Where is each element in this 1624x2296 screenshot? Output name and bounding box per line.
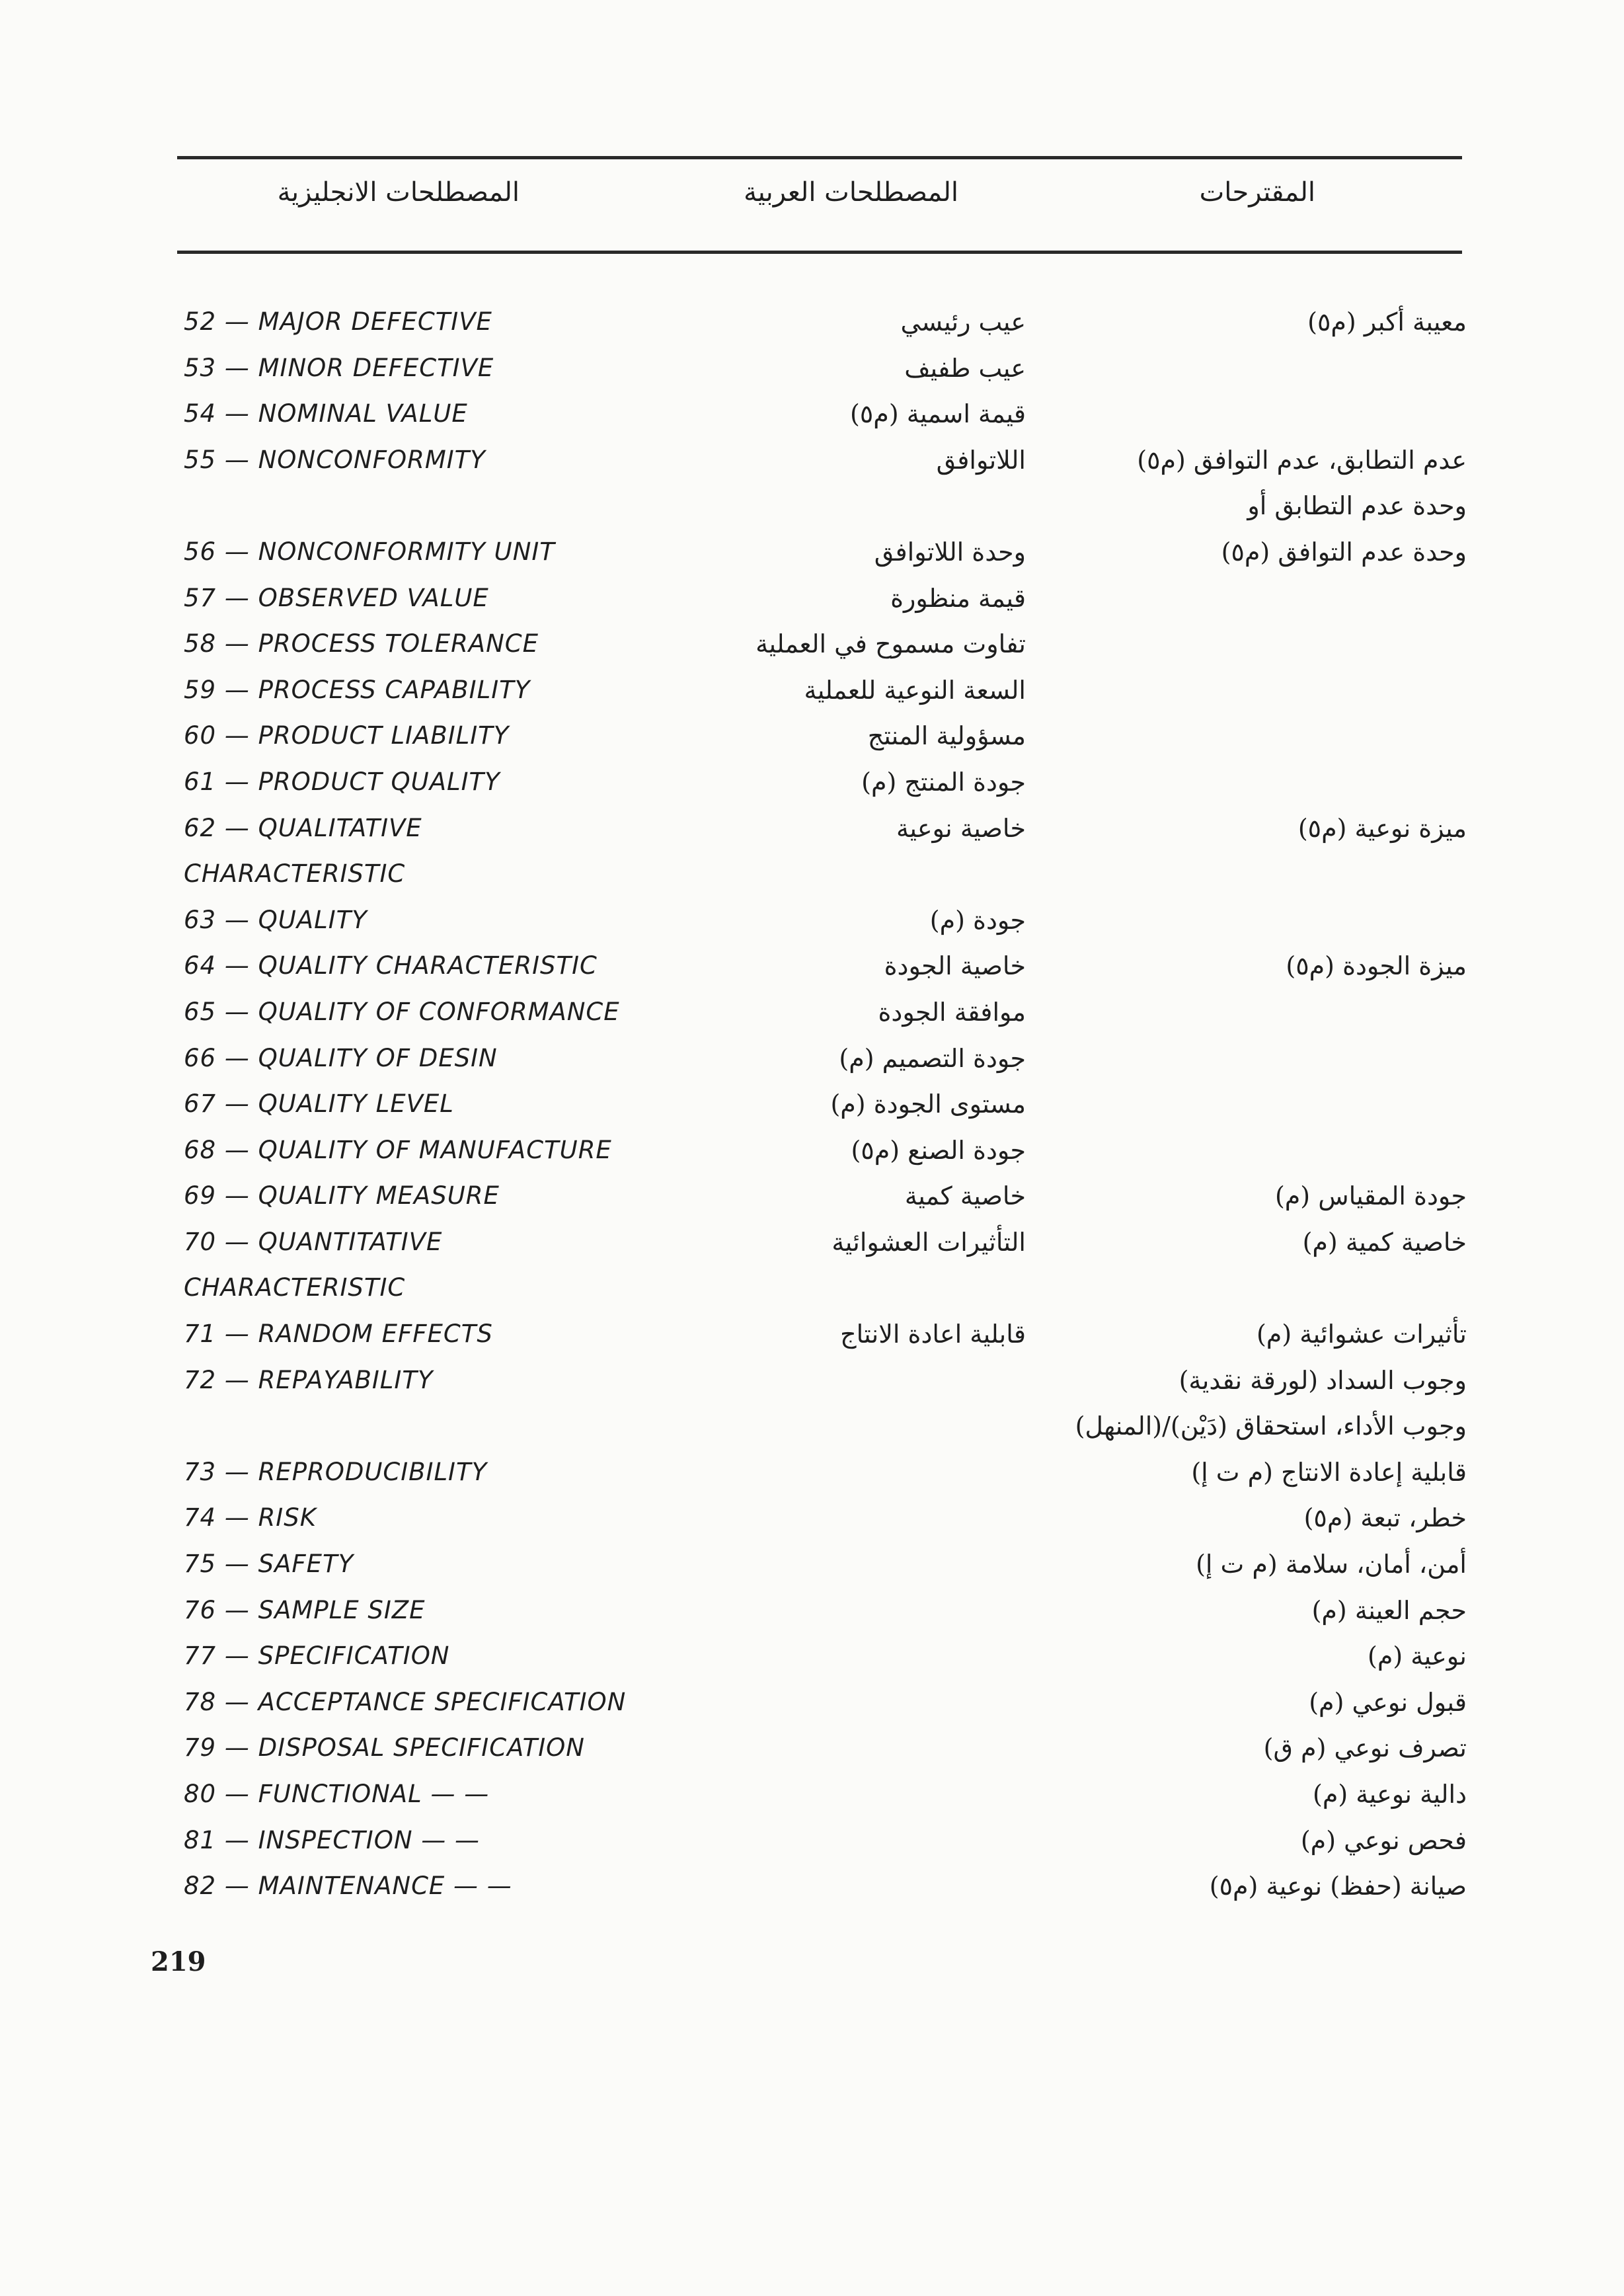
- english-term: 64 — QUALITY CHARACTERISTIC: [184, 951, 598, 980]
- english-term: 78 — ACCEPTANCE SPECIFICATION: [184, 1687, 627, 1716]
- proposed-term: قبول نوعي (م): [1309, 1687, 1467, 1717]
- table-row: [0, 489, 1624, 535]
- english-term: 69 — QUALITY MEASURE: [184, 1181, 500, 1210]
- arabic-term: تفاوت مسموح في العملية: [755, 629, 1026, 659]
- english-term: 80 — FUNCTIONAL — —: [184, 1780, 490, 1808]
- proposed-term: معيبة أكبر (م٥): [1307, 307, 1467, 336]
- table-row: [0, 352, 1624, 398]
- arabic-term: جودة (م): [929, 905, 1026, 935]
- table-row: [0, 1318, 1624, 1364]
- english-term: 68 — QUALITY OF MANUFACTURE: [184, 1135, 612, 1164]
- arabic-term: خاصية كمية: [904, 1181, 1026, 1211]
- english-term: CHARACTERISTIC: [184, 1273, 406, 1302]
- english-term: 81 — INSPECTION — —: [184, 1825, 481, 1854]
- proposed-term: جودة المقياس (م): [1274, 1181, 1467, 1211]
- proposed-term: نوعية (م): [1368, 1642, 1467, 1671]
- proposed-term: أمن، أمان، سلامة (م ت إ): [1196, 1550, 1467, 1579]
- table-row: [0, 1640, 1624, 1686]
- proposed-term: خطر، تبعة (م٥): [1303, 1503, 1467, 1533]
- proposed-term: قابلية إعادة الانتاج (م ت إ): [1191, 1457, 1467, 1487]
- arabic-term: موافقة الجودة: [878, 997, 1026, 1027]
- header-arabic-terms: المصطلحات العربية: [744, 177, 958, 208]
- arabic-term: جودة المنتج (م): [861, 767, 1026, 797]
- english-term: 55 — NONCONFORMITY: [184, 445, 486, 474]
- arabic-term: قيمة اسمية (م٥): [850, 399, 1026, 429]
- proposed-term: وحدة عدم التوافق (م٥): [1221, 537, 1467, 567]
- table-row: [0, 1271, 1624, 1318]
- proposed-term: تأثيرات عشوائية (م): [1256, 1320, 1467, 1349]
- proposed-term: فحص نوعي (م): [1300, 1825, 1467, 1855]
- table-row: [0, 1226, 1624, 1272]
- english-term: CHARACTERISTIC: [184, 859, 406, 889]
- english-term: 59 — PROCESS CAPABILITY: [184, 675, 531, 704]
- table-row: [0, 1409, 1624, 1456]
- english-term: 63 — QUALITY: [184, 905, 367, 934]
- glossary-table: [0, 305, 1624, 1916]
- table-row: [0, 582, 1624, 628]
- english-term: 74 — RISK: [184, 1503, 317, 1532]
- proposed-term: دالية نوعية (م): [1313, 1780, 1467, 1809]
- table-row: [0, 996, 1624, 1042]
- arabic-term: عيب طفيف: [904, 353, 1026, 383]
- table-row: [0, 1824, 1624, 1870]
- table-row: [0, 1686, 1624, 1732]
- table-row: [0, 627, 1624, 674]
- english-term: 71 — RANDOM EFFECTS: [184, 1320, 493, 1349]
- table-row: [0, 857, 1624, 904]
- proposed-term: خاصية كمية (م): [1302, 1227, 1467, 1257]
- english-term: 58 — PROCESS TOLERANCE: [184, 629, 539, 658]
- table-row: [0, 812, 1624, 858]
- arabic-term: جودة الصنع (م٥): [851, 1135, 1026, 1165]
- english-term: 54 — NOMINAL VALUE: [184, 399, 468, 428]
- english-term: 77 — SPECIFICATION: [184, 1642, 450, 1671]
- table-row: [0, 719, 1624, 766]
- arabic-term: وحدة اللاتوافق: [874, 537, 1026, 567]
- arabic-term: السعة النوعية للعملية: [804, 675, 1026, 705]
- english-term: 75 — SAFETY: [184, 1550, 354, 1579]
- english-term: 65 — QUALITY OF CONFORMANCE: [184, 997, 620, 1026]
- english-term: 72 — REPAYABILITY: [184, 1365, 434, 1394]
- proposed-term: وجوب السداد (لورقة نقدية): [1179, 1365, 1467, 1395]
- proposed-term: ميزة الجودة (م٥): [1286, 951, 1467, 981]
- header-proposals: المقترحات: [1199, 177, 1315, 208]
- table-row: [0, 535, 1624, 582]
- table-row: [0, 444, 1624, 490]
- english-term: 60 — PRODUCT LIABILITY: [184, 721, 510, 750]
- proposed-term: ميزة نوعية (م٥): [1297, 813, 1467, 843]
- table-row: [0, 305, 1624, 352]
- table-row: [0, 1594, 1624, 1640]
- arabic-term: قيمة منظورة: [890, 583, 1026, 613]
- table-row: [0, 1548, 1624, 1594]
- arabic-term: التأثيرات العشوائية: [831, 1227, 1026, 1257]
- table-row: [0, 904, 1624, 950]
- header-english-terms: المصطلحات الانجليزية: [277, 177, 520, 208]
- proposed-term: صيانة (حفظ) نوعية (م٥): [1209, 1872, 1467, 1901]
- english-term: 53 — MINOR DEFECTIVE: [184, 353, 494, 382]
- table-row: [0, 766, 1624, 812]
- arabic-term: اللاتوافق: [936, 445, 1026, 475]
- english-term: 82 — MAINTENANCE — —: [184, 1872, 512, 1901]
- table-row: [0, 1042, 1624, 1088]
- page-number: 219: [151, 1946, 206, 1977]
- english-term: 52 — MAJOR DEFECTIVE: [184, 307, 492, 336]
- english-term: 62 — QUALITATIVE: [184, 813, 422, 842]
- table-row: [0, 949, 1624, 996]
- english-term: 61 — PRODUCT QUALITY: [184, 767, 500, 796]
- arabic-term: مسؤولية المنتج: [867, 721, 1026, 751]
- table-row: [0, 1870, 1624, 1916]
- arabic-term: جودة التصميم (م): [839, 1043, 1026, 1073]
- proposed-term: حجم العينة (م): [1311, 1595, 1467, 1625]
- english-term: 56 — NONCONFORMITY UNIT: [184, 537, 555, 566]
- arabic-term: خاصية نوعية: [896, 813, 1026, 843]
- table-row: [0, 1731, 1624, 1778]
- table-row: [0, 1088, 1624, 1134]
- table-row: [0, 1778, 1624, 1824]
- table-row: [0, 1134, 1624, 1180]
- table-row: [0, 1179, 1624, 1226]
- english-term: 57 — OBSERVED VALUE: [184, 583, 489, 612]
- english-term: 73 — REPRODUCIBILITY: [184, 1457, 488, 1486]
- arabic-term: قابلية اعادة الانتاج: [840, 1320, 1026, 1349]
- top-rule: [177, 156, 1462, 159]
- english-term: 76 — SAMPLE SIZE: [184, 1595, 426, 1624]
- arabic-term: خاصية الجودة: [884, 951, 1026, 981]
- proposed-term: عدم التطابق، عدم التوافق (م٥): [1137, 445, 1467, 475]
- english-term: 79 — DISPOSAL SPECIFICATION: [184, 1733, 585, 1762]
- english-term: 66 — QUALITY OF DESIN: [184, 1043, 498, 1072]
- table-row: [0, 674, 1624, 720]
- arabic-term: عيب رئيسي: [900, 307, 1026, 336]
- proposed-term: تصرف نوعي (م ق): [1263, 1733, 1467, 1763]
- proposed-term: وجوب الأداء، استحقاق (دَيْن)/(المنهل): [1075, 1411, 1467, 1441]
- table-row: [0, 1456, 1624, 1502]
- proposed-term: وحدة عدم التطابق أو: [1247, 491, 1467, 521]
- english-term: 70 — QUANTITATIVE: [184, 1227, 443, 1256]
- english-term: 67 — QUALITY LEVEL: [184, 1089, 454, 1119]
- table-row: [0, 1501, 1624, 1548]
- table-row: [0, 1364, 1624, 1410]
- header-bottom-rule: [177, 251, 1462, 254]
- arabic-term: مستوى الجودة (م): [830, 1089, 1026, 1119]
- table-row: [0, 397, 1624, 444]
